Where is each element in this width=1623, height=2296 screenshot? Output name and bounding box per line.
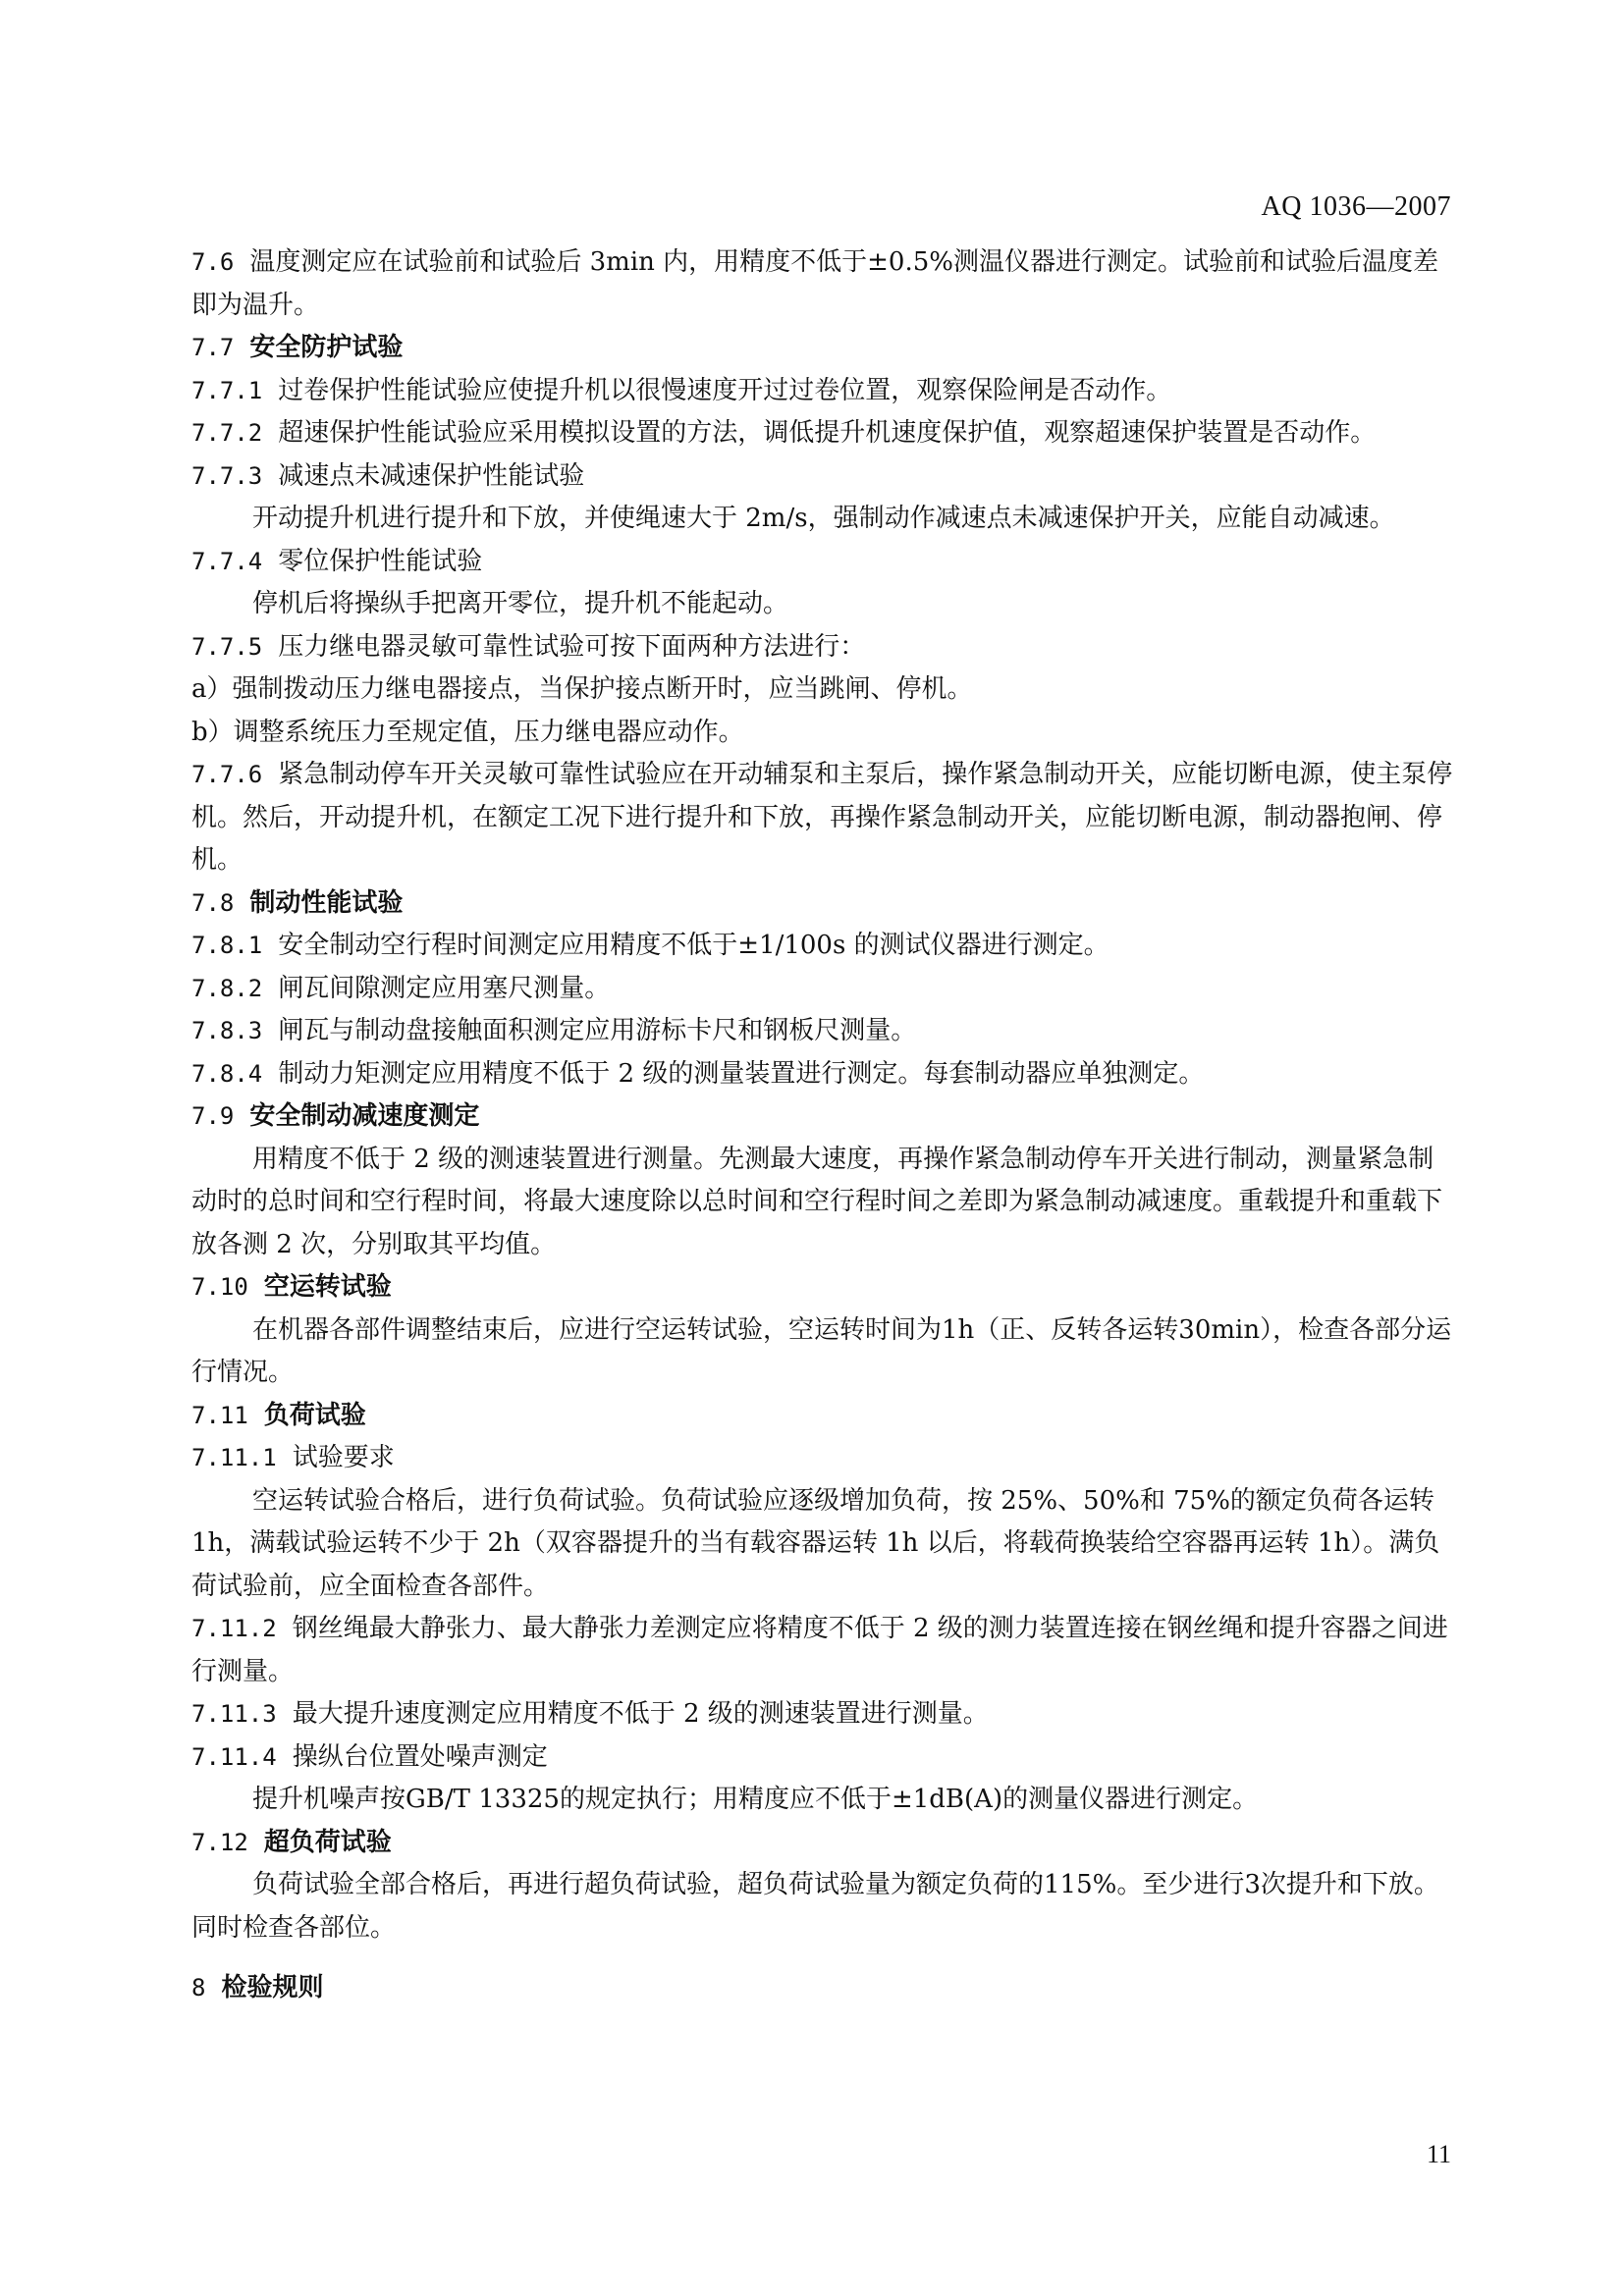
section-heading xyxy=(191,1095,1458,1139)
list-item: a）强制拨动压力继电器接点，当保护接点断开时，应当跳闸、停机。 xyxy=(191,674,973,704)
document-code-header: AQ 1036—2007 xyxy=(1261,191,1451,222)
section-title: 负荷试验 xyxy=(263,1400,366,1430)
clause-number: 7.11.2 xyxy=(191,1615,277,1642)
clause xyxy=(191,925,1458,968)
clause xyxy=(191,1736,1458,1780)
clause xyxy=(191,241,1458,327)
clause-text: 压力继电器灵敏可靠性试验可按下面两种方法进行： xyxy=(278,631,866,662)
clause-text: 闸瓦与制动盘接触面积测定应用游标卡尺和钢板尺测量。 xyxy=(278,1016,917,1045)
clause-text: 钢丝绳最大静张力、最大静张力差测定应将精度不低于 2 级的测力装置连接在钢丝绳和提升容器之间进行测量。 xyxy=(191,1614,1448,1686)
clause-number: 7.7.2 xyxy=(191,419,263,447)
clause-number: 7.8.1 xyxy=(191,932,263,959)
clause-number: 7.8.3 xyxy=(191,1017,263,1044)
document-body xyxy=(191,241,1458,2010)
clause xyxy=(191,968,1458,1011)
paragraph: 用精度不低于 2 级的测速装置进行测量。先测最大速度，再操作紧急制动停车开关进行制动，测量紧急制动时的总时间和空行程时间，将最大速度除以总时间和空行程时间之差即为紧急制动减速度。重载提升和重载下放各测 2 次，分别取其平均值。 xyxy=(191,1144,1443,1259)
paragraph: 开动提升机进行提升和下放，并使绳速大于 2m/s，强制动作减速点未减速保护开关，应能自动减速。 xyxy=(252,504,1395,533)
clause-text: 闸瓦间隙测定应用塞尺测量。 xyxy=(278,973,611,1003)
section-number: 7.9 xyxy=(191,1102,235,1130)
paragraph: 停机后将操纵手把离开零位，提升机不能起动。 xyxy=(252,589,789,618)
paragraph: 在机器各部件调整结束后，应进行空运转试验，空运转时间为1h（正、反转各运转30min），检查各部分运行情况。 xyxy=(191,1314,1452,1387)
clause xyxy=(191,1693,1458,1736)
clause-text: 零位保护性能试验 xyxy=(278,546,483,576)
section-title: 安全制动减速度测定 xyxy=(249,1101,480,1131)
clause xyxy=(191,412,1458,455)
section-title: 超负荷试验 xyxy=(263,1827,392,1857)
section-number: 7.12 xyxy=(191,1828,248,1856)
clause-number: 7.7.1 xyxy=(191,376,263,404)
clause-text: 过卷保护性能试验应使提升机以很慢速度开过过卷位置，观察保险闸是否动作。 xyxy=(278,375,1172,405)
section-number: 7.7 xyxy=(191,334,235,361)
clause-number: 7.7.5 xyxy=(191,632,263,661)
clause-text: 操纵台位置处噪声测定 xyxy=(292,1741,548,1772)
clause-text: 减速点未减速保护性能试验 xyxy=(278,460,585,491)
section-title: 制动性能试验 xyxy=(249,887,404,918)
clause-number: 7.7.6 xyxy=(191,761,263,788)
section-heading xyxy=(191,1266,1458,1309)
clause-number: 7.7.3 xyxy=(191,461,263,490)
clause-text: 温度测定应在试验前和试验后 3min 内，用精度不低于±0.5%测温仪器进行测定。试验前和试验后温度差即为温升。 xyxy=(191,247,1438,320)
clause-text: 紧急制动停车开关灵敏可靠性试验应在开动辅泵和主泵后，操作紧急制动开关，应能切断电源，使主泵停机。然后，开动提升机，在额定工况下进行提升和下放，再操作紧急制动开关，应能切断电源，制动器抱闸、停机。 xyxy=(191,760,1453,875)
clause-number: 7.11.3 xyxy=(191,1700,277,1728)
list-item: b）调整系统压力至规定值，压力继电器应动作。 xyxy=(191,717,744,747)
clause xyxy=(191,370,1458,413)
clause xyxy=(191,541,1458,584)
section-heading xyxy=(191,327,1458,370)
paragraph: 空运转试验合格后，进行负荷试验。负荷试验应逐级增加负荷，按 25%、50%和 75%的额定负荷各运转 1h，满载试验运转不少于 2h（双容器提升的当有载容器运转 1h 以后，将载荷换装给空容器再运转 1h）。满负荷试验前，应全面检查各部件。 xyxy=(191,1485,1440,1601)
clause-text: 安全制动空行程时间测定应用精度不低于±1/100s 的测试仪器进行测定。 xyxy=(278,931,1109,960)
clause xyxy=(191,754,1458,882)
section-title: 空运转试验 xyxy=(263,1272,392,1302)
clause xyxy=(191,1608,1458,1693)
section-number: 7.8 xyxy=(191,888,235,917)
clause xyxy=(191,1010,1458,1053)
clause-text: 最大提升速度测定应用精度不低于 2 级的测速装置进行测量。 xyxy=(292,1699,989,1729)
clause-text: 超速保护性能试验应采用模拟设置的方法，调低提升机速度保护值，观察超速保护装置是否动作。 xyxy=(278,418,1377,448)
chapter-number: 8 xyxy=(191,1974,206,2002)
clause xyxy=(191,455,1458,499)
paragraph: 提升机噪声按GB/T 13325的规定执行；用精度应不低于±1dB(A)的测量仪器进行测定。 xyxy=(252,1785,1259,1814)
section-title: 安全防护试验 xyxy=(249,333,404,362)
page-number: 11 xyxy=(1426,2140,1451,2168)
clause xyxy=(191,1053,1458,1096)
clause-text: 试验要求 xyxy=(292,1443,395,1472)
clause-number: 7.8.2 xyxy=(191,974,263,1002)
clause-number: 7.6 xyxy=(191,248,235,276)
clause xyxy=(191,626,1458,669)
paragraph: 负荷试验全部合格后，再进行超负荷试验，超负荷试验量为额定负荷的115%。至少进行3次提升和下放。同时检查各部位。 xyxy=(191,1870,1439,1943)
chapter-title: 检验规则 xyxy=(221,1973,324,2002)
clause-text: 制动力矩测定应用精度不低于 2 级的测量装置进行测定。每套制动器应单独测定。 xyxy=(278,1058,1205,1089)
section-heading xyxy=(191,1822,1458,1865)
clause-number: 7.8.4 xyxy=(191,1059,263,1088)
clause xyxy=(191,1437,1458,1480)
section-heading xyxy=(191,882,1458,926)
clause-number: 7.7.4 xyxy=(191,547,263,575)
section-number: 7.11 xyxy=(191,1401,248,1429)
clause-number: 7.11.1 xyxy=(191,1444,277,1471)
clause-number: 7.11.4 xyxy=(191,1742,277,1771)
chapter-heading xyxy=(191,1967,1458,2010)
section-number: 7.10 xyxy=(191,1273,248,1301)
section-heading xyxy=(191,1395,1458,1438)
